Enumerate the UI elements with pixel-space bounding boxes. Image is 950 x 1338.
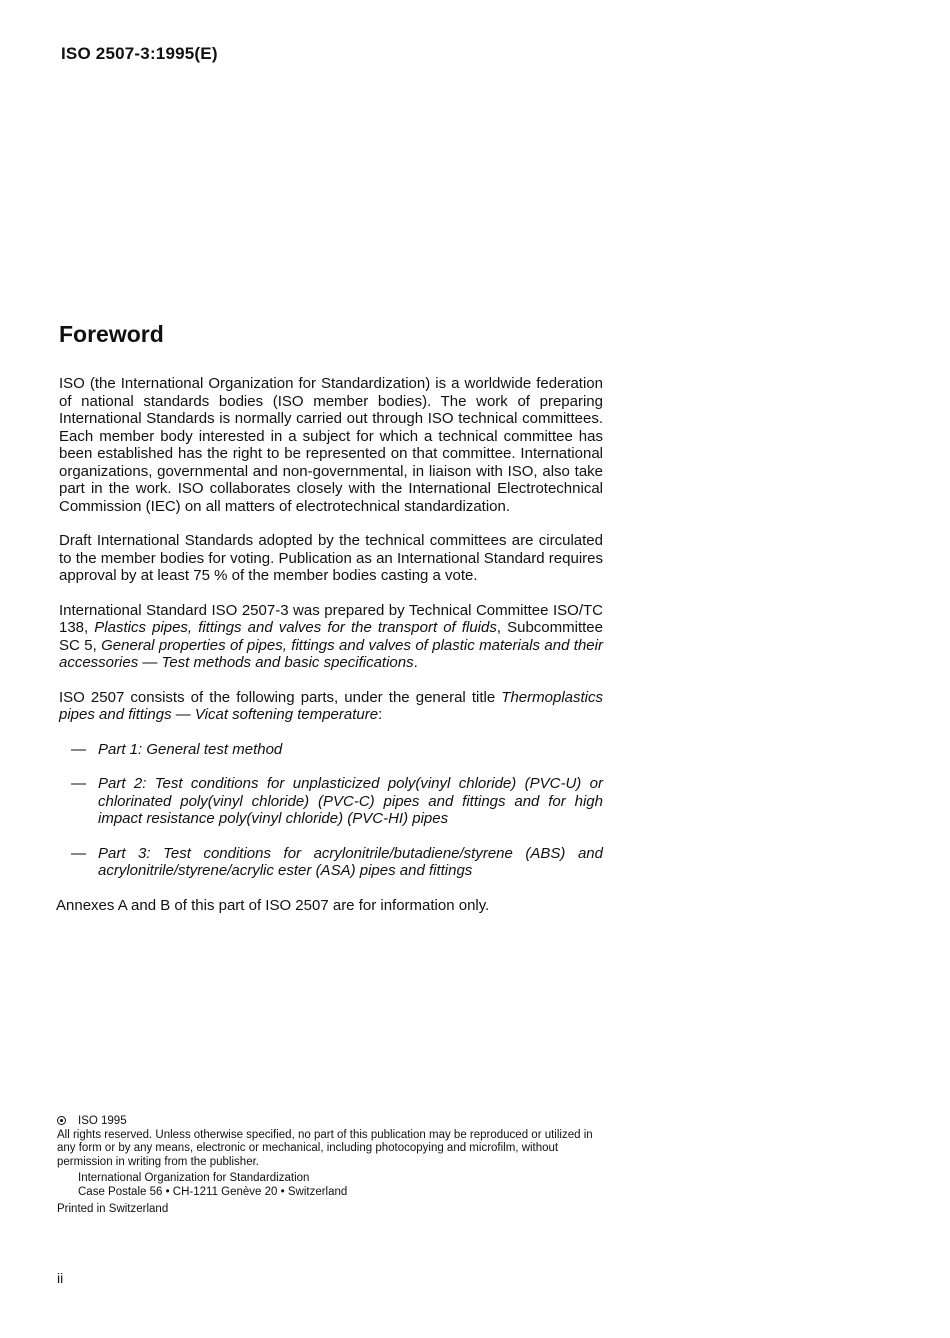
parts-list: [59, 741, 603, 880]
part-2-text: Part 2: Test conditions for unplasticized poly(vinyl chloride) (PVC-U) or chlorinated poly(vinyl chloride) (PVC-C) pipes and fittings and for high impact resistance poly(vinyl chloride) (PVC-HI) pipes: [98, 775, 603, 827]
part-1-text: Part 1: General test method: [98, 740, 283, 758]
publisher-address: [57, 1172, 605, 1199]
list-item-part-1: [59, 741, 603, 759]
preparation-text-1: International Standard ISO 2507-3 was prepared by Technical Committee ISO/TC 138,: [59, 601, 603, 636]
postal-address: Case Postale 56 • CH-1211 Genève 20 • Switzerland: [78, 1185, 348, 1198]
copyright-line: [57, 1115, 605, 1129]
paragraph-preparation: [59, 602, 603, 672]
paragraph-annexes: Annexes A and B of this part of ISO 2507 are for information only.: [56, 896, 490, 914]
foreword-body: [56, 375, 603, 931]
paragraph-draft-standards: Draft International Standards adopted by the technical committees are circulated to the member bodies for voting. Publication as an International Standard requires approval by at least 75 % of the member bodies casting a vote.: [59, 532, 603, 584]
copyright-icon: [57, 1116, 66, 1125]
paragraph-parts-intro: [59, 689, 603, 724]
committee-title: Plastics pipes, fittings and valves for the transport of fluids: [94, 619, 497, 636]
list-dash: —: [71, 844, 86, 862]
copyright-block: [57, 1115, 605, 1217]
list-item-part-3: [59, 845, 603, 880]
subcommittee-title: General properties of pipes, fittings and valves of plastic materials and their accessories — Test methods and basic specifications: [59, 636, 603, 671]
page-title: Foreword: [59, 321, 164, 347]
parts-intro-text: ISO 2507 consists of the following parts, under the general title: [59, 688, 502, 706]
preparation-text-3: .: [413, 654, 418, 671]
copyright-text: ISO 1995: [78, 1115, 127, 1127]
list-item-part-2: [59, 775, 603, 828]
paragraph-iso-overview: ISO (the International Organization for Standardization) is a worldwide federation of national standards bodies (ISO member bodies). The work of preparing International Standards is normally carried out through ISO technical committees. Each member body interested in a subject for which a technical committee has been established has the right to be represented on that committee. International organizations, governmental and non-governmental, in liaison with ISO, also take part in the work. ISO collaborates closely with the International Electrotechnical Commission (IEC) on all matters of electrotechnical standardization.: [59, 375, 603, 515]
document-identifier: ISO 2507-3:1995(E): [61, 44, 218, 63]
part-3-text: Part 3: Test conditions for acrylonitrile/butadiene/styrene (ABS) and acrylonitrile/styrene/acrylic ester (ASA) pipes and fittings: [98, 844, 603, 879]
preparation-text-2: , Subcommittee SC 5,: [59, 619, 603, 654]
printed-location: Printed in Switzerland: [57, 1203, 169, 1215]
list-dash: —: [71, 740, 86, 758]
page-number: ii: [57, 1270, 64, 1286]
list-dash: —: [71, 775, 86, 792]
publisher-name: International Organization for Standardization: [78, 1172, 310, 1184]
parts-intro-colon: :: [378, 706, 383, 723]
rights-notice: All rights reserved. Unless otherwise specified, no part of this publication may be reproduced or utilized in any form or by any means, electronic or mechanical, including photocopying and microfilm, without permission in writing from the publisher.: [57, 1128, 593, 1168]
general-title: Thermoplastics pipes and fittings — Vicat softening temperature: [59, 688, 603, 723]
